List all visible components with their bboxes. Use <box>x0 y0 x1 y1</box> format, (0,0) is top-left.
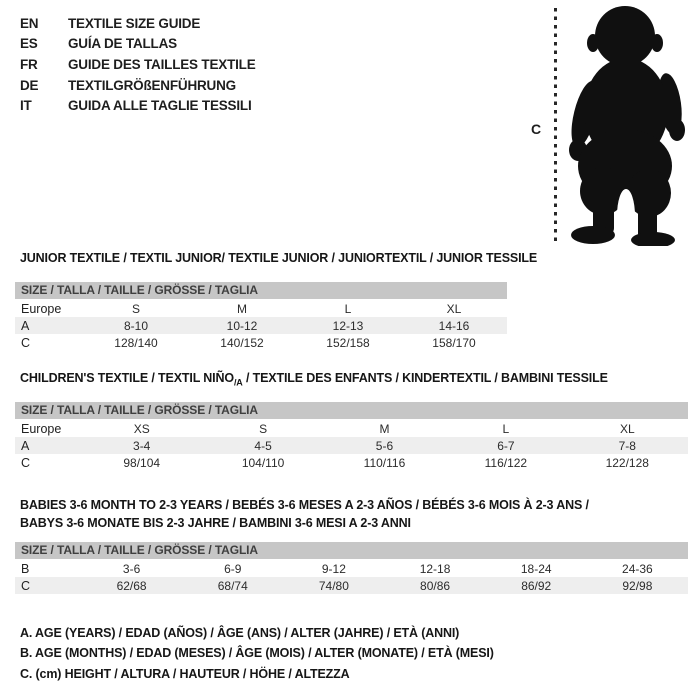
language-code: ES <box>20 36 38 52</box>
table-row-europe <box>15 300 507 317</box>
size-value-cell: 3-6 <box>122 561 141 576</box>
size-value-cell: 8-10 <box>123 318 149 333</box>
language-label: GUIDA ALLE TAGLIE TESSILI <box>68 98 252 114</box>
size-value-cell: 24-36 <box>622 561 653 576</box>
size-value-cell: 74/80 <box>318 578 349 593</box>
size-value-cell: 4-5 <box>254 438 272 453</box>
babies-table-title-line1: BABIES 3-6 MONTH TO 2-3 YEARS / BEBÉS 3-6 MESES A 2-3 AÑOS / BÉBÉS 3-6 MOIS À 2-3 ANS / <box>20 498 589 512</box>
size-value-cell: XS <box>133 421 150 436</box>
row-label-cell: C <box>21 578 31 593</box>
size-value-cell: 128/140 <box>114 335 158 350</box>
size-value-cell: 3-4 <box>133 438 151 453</box>
row-label-cell: A <box>21 318 30 333</box>
size-value-cell: 5-6 <box>375 438 394 453</box>
size-value-cell: 68/74 <box>217 578 248 593</box>
size-value-cell: M <box>379 421 390 436</box>
size-value-cell: 18-24 <box>520 561 552 576</box>
size-value-cell: 122/128 <box>605 455 649 470</box>
babies-table <box>15 542 688 594</box>
table-row-height <box>15 334 507 351</box>
measure-legend <box>20 626 494 687</box>
size-value-cell: 7-8 <box>618 438 636 453</box>
junior-table-title: JUNIOR TEXTILE / TEXTIL JUNIOR/ TEXTILE JUNIOR / JUNIORTEXTIL / JUNIOR TESSILE <box>20 251 538 265</box>
language-label: TEXTILE SIZE GUIDE <box>68 15 201 31</box>
row-label-cell: C <box>21 455 31 470</box>
size-value-cell: 116/122 <box>484 455 528 470</box>
table-row-age-years <box>15 317 507 334</box>
language-code: EN <box>20 15 39 31</box>
size-value-cell: 80/86 <box>420 578 451 593</box>
size-value-cell: L <box>502 421 510 436</box>
size-value-cell: 92/98 <box>622 578 653 593</box>
children-title-part1: CHILDREN'S TEXTILE / TEXTIL NIÑO <box>20 371 234 385</box>
size-value-cell: 140/152 <box>220 335 264 350</box>
language-row-fr <box>20 54 256 75</box>
language-row-es <box>20 34 256 55</box>
language-code: FR <box>20 56 38 72</box>
language-label: GUÍA DE TALLAS <box>68 36 177 52</box>
row-label-cell: A <box>21 438 30 453</box>
size-value-cell: 158/170 <box>432 335 476 350</box>
row-label-cell: C <box>21 335 31 350</box>
children-table <box>15 402 688 471</box>
size-header-bar: SIZE / TALLA / TAILLE / GRÖSSE / TAGLIA <box>15 282 507 299</box>
height-dashed-line-icon <box>554 8 557 246</box>
language-code: IT <box>20 98 32 114</box>
size-header-bar: SIZE / TALLA / TAILLE / GRÖSSE / TAGLIA <box>15 542 688 559</box>
table-row-europe <box>15 420 688 437</box>
language-label: GUIDE DES TAILLES TEXTILE <box>68 56 256 72</box>
babies-table-title-line2: BABYS 3-6 MONATE BIS 2-3 JAHRE / BAMBINI 3-6 MESI A 2-3 ANNI <box>20 516 411 530</box>
row-label-cell: Europe <box>21 421 62 436</box>
size-value-cell: 14-16 <box>438 318 470 333</box>
babies-size-table <box>15 560 688 594</box>
size-header-bar: SIZE / TALLA / TAILLE / GRÖSSE / TAGLIA <box>15 402 688 419</box>
size-value-cell: 6-7 <box>497 438 515 453</box>
size-value-cell: 110/116 <box>363 455 406 470</box>
row-label-cell: B <box>21 561 30 576</box>
table-row-age-years <box>15 437 688 454</box>
size-value-cell: XL <box>619 421 635 436</box>
size-value-cell: 62/68 <box>116 578 147 593</box>
size-value-cell: 9-12 <box>321 561 346 576</box>
junior-size-table <box>15 300 507 351</box>
table-row-height <box>15 454 688 471</box>
legend-line-b: B. AGE (MONTHS) / EDAD (MESES) / ÂGE (MOIS) / ALTER (MONATE) / ETÀ (MESI) <box>20 646 494 661</box>
children-title-part2: / TEXTILE DES ENFANTS / KINDERTEXTIL / BAMBINI TESSILE <box>242 371 608 385</box>
size-value-cell: XL <box>446 301 462 316</box>
junior-table <box>15 282 507 351</box>
size-value-cell: M <box>237 301 247 316</box>
children-table-title <box>20 371 608 388</box>
language-list <box>20 13 256 116</box>
size-value-cell: S <box>131 301 140 316</box>
size-value-cell: 6-9 <box>224 561 242 576</box>
size-value-cell: 10-12 <box>226 318 258 333</box>
table-row-age-months <box>15 560 688 577</box>
size-value-cell: 152/158 <box>326 335 370 350</box>
legend-line-c: C. (cm) HEIGHT / ALTURA / HAUTEUR / HÖHE / ALTEZZA <box>20 666 350 681</box>
language-code: DE <box>20 77 39 93</box>
legend-line-a: A. AGE (YEARS) / EDAD (AÑOS) / ÂGE (ANS) / ALTER (JAHRE) / ETÀ (ANNI) <box>20 626 460 640</box>
language-row-en <box>20 13 256 34</box>
size-value-cell: 104/110 <box>241 455 285 470</box>
table-row-height <box>15 577 688 594</box>
size-value-cell: 12-13 <box>332 318 364 333</box>
size-value-cell: 12-18 <box>419 561 451 576</box>
toddler-silhouette-icon <box>565 4 691 246</box>
height-measure-label: C <box>531 121 542 137</box>
size-value-cell: L <box>344 301 352 316</box>
size-value-cell: S <box>259 421 268 436</box>
language-row-it <box>20 95 256 116</box>
size-value-cell: 98/104 <box>123 455 161 470</box>
row-label-cell: Europe <box>21 301 62 316</box>
language-row-de <box>20 75 256 96</box>
children-title-sub: /A <box>233 377 243 388</box>
language-label: TEXTILGRÖßENFÜHRUNG <box>68 77 236 93</box>
children-size-table <box>15 420 688 471</box>
size-value-cell: 86/92 <box>521 578 552 593</box>
